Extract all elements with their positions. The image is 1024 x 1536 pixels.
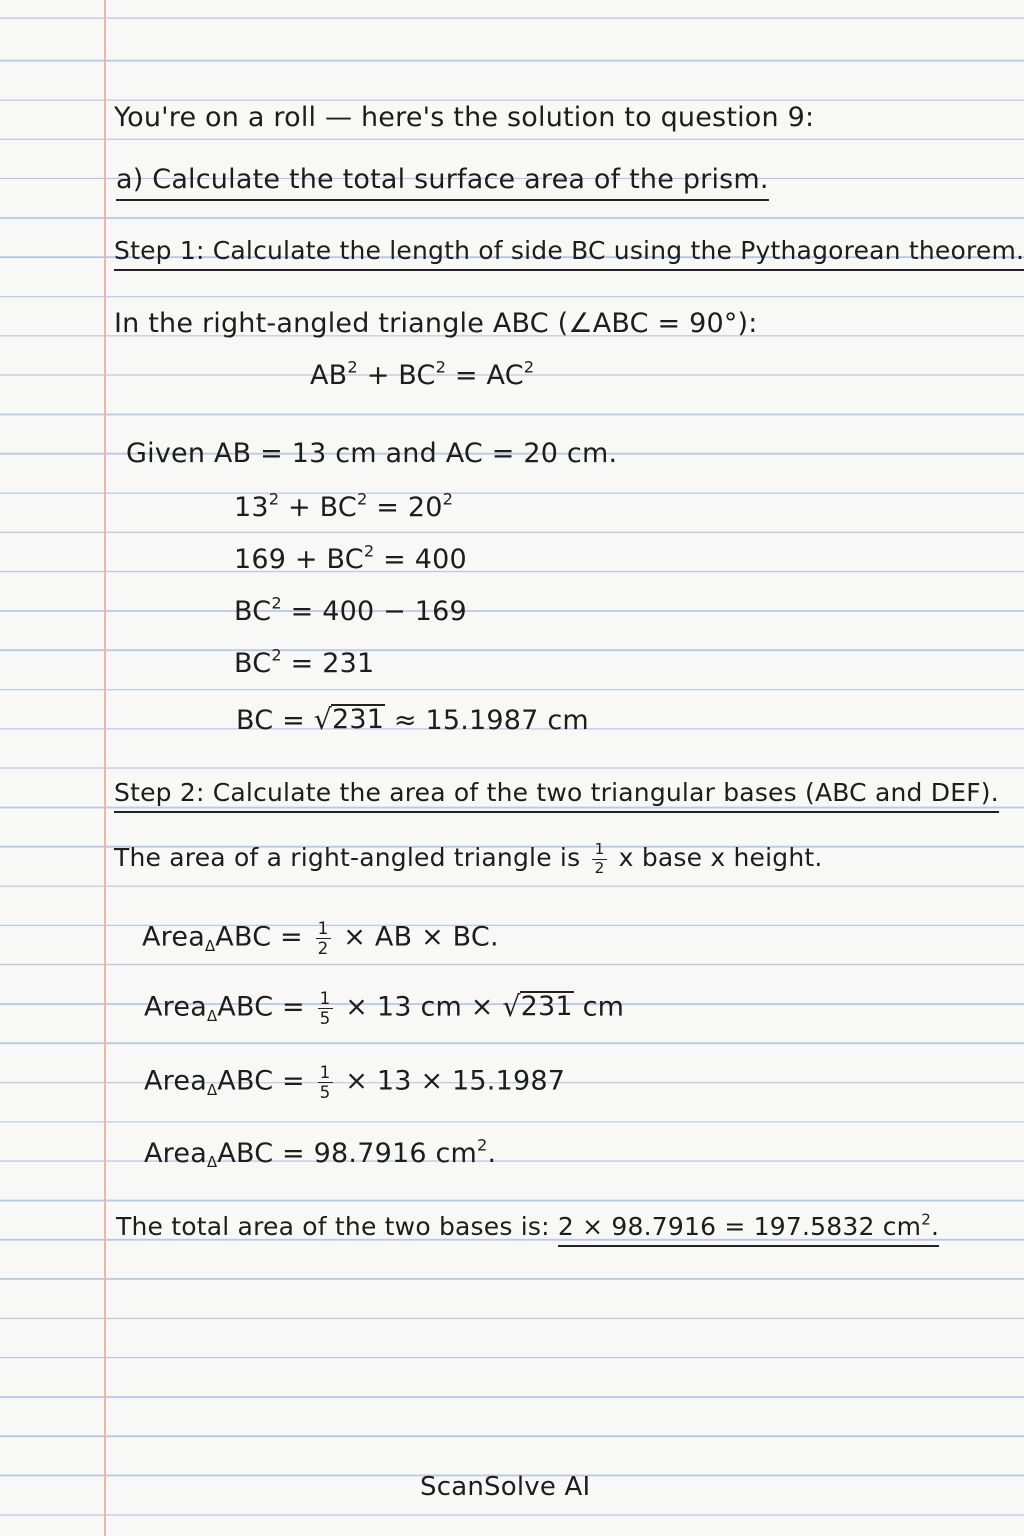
calc-line-5: BC = √ 231 ≈ 15.1987 cm [236,703,589,736]
fraction: $\frac{1}{5}$ [319,1062,331,1102]
square-root: √ 231 [313,703,385,736]
area-line-2: Area$_\Delta$ABC = $\frac{1}{5}$ × 13 cm × √ 231 cm [144,988,625,1028]
part-a-question: a) Calculate the total surface area of the prism. [116,166,769,193]
margin-line [104,0,106,1536]
triangle-statement: In the right-angled triangle ABC (∠ABC = 90°): [114,308,758,339]
given-values: Given AB = 13 cm and AC = 20 cm. [126,438,618,469]
area-line-1: Area$_\Delta$ABC = $\frac{1}{2}$ × AB × BC. [142,918,499,958]
calc-line-2: $169 + BC^2 = 400$ [234,541,467,575]
fraction: $\frac{1}{2}$ [594,840,605,877]
brand-footer: ScanSolve AI [420,1472,591,1502]
square-root: √ 231 [502,989,573,1023]
pythagorean-equation: $AB^2 + BC^2 = AC^2$ [310,357,535,391]
total-bases-area: The total area of the two bases is: 2 × 98.7916 = 197.5832 $cm^2$. [116,1214,939,1239]
area-line-3: Area$_\Delta$ABC = $\frac{1}{5}$ × 13 × 15.1987 [144,1062,566,1102]
calc-line-3: $BC^2 = 400 - 169$ [234,593,467,627]
step2-heading: Step 2: Calculate the area of the two triangular bases (ABC and DEF). [114,780,999,805]
area-formula: The area of a right-angled triangle is $\frac{1}{2}$ x base x height. [114,840,823,877]
calc-line-1: $13^2 + BC^2 = 20^2$ [234,489,454,523]
total-result: 2 × 98.7916 = 197.5832 $cm^2$. [558,1212,939,1247]
fraction: $\frac{1}{2}$ [317,918,329,958]
step1-heading: Step 1: Calculate the length of side BC using the Pythagorean theorem. [114,238,1024,263]
intro-text: You're on a roll — here's the solution to question 9: [114,102,815,133]
calc-line-4: $BC^2 = 231$ [234,645,375,679]
fraction: $\frac{1}{5}$ [319,988,331,1028]
area-line-4: Area$_\Delta$ABC = 98.7916 $cm^2$. [144,1135,497,1172]
